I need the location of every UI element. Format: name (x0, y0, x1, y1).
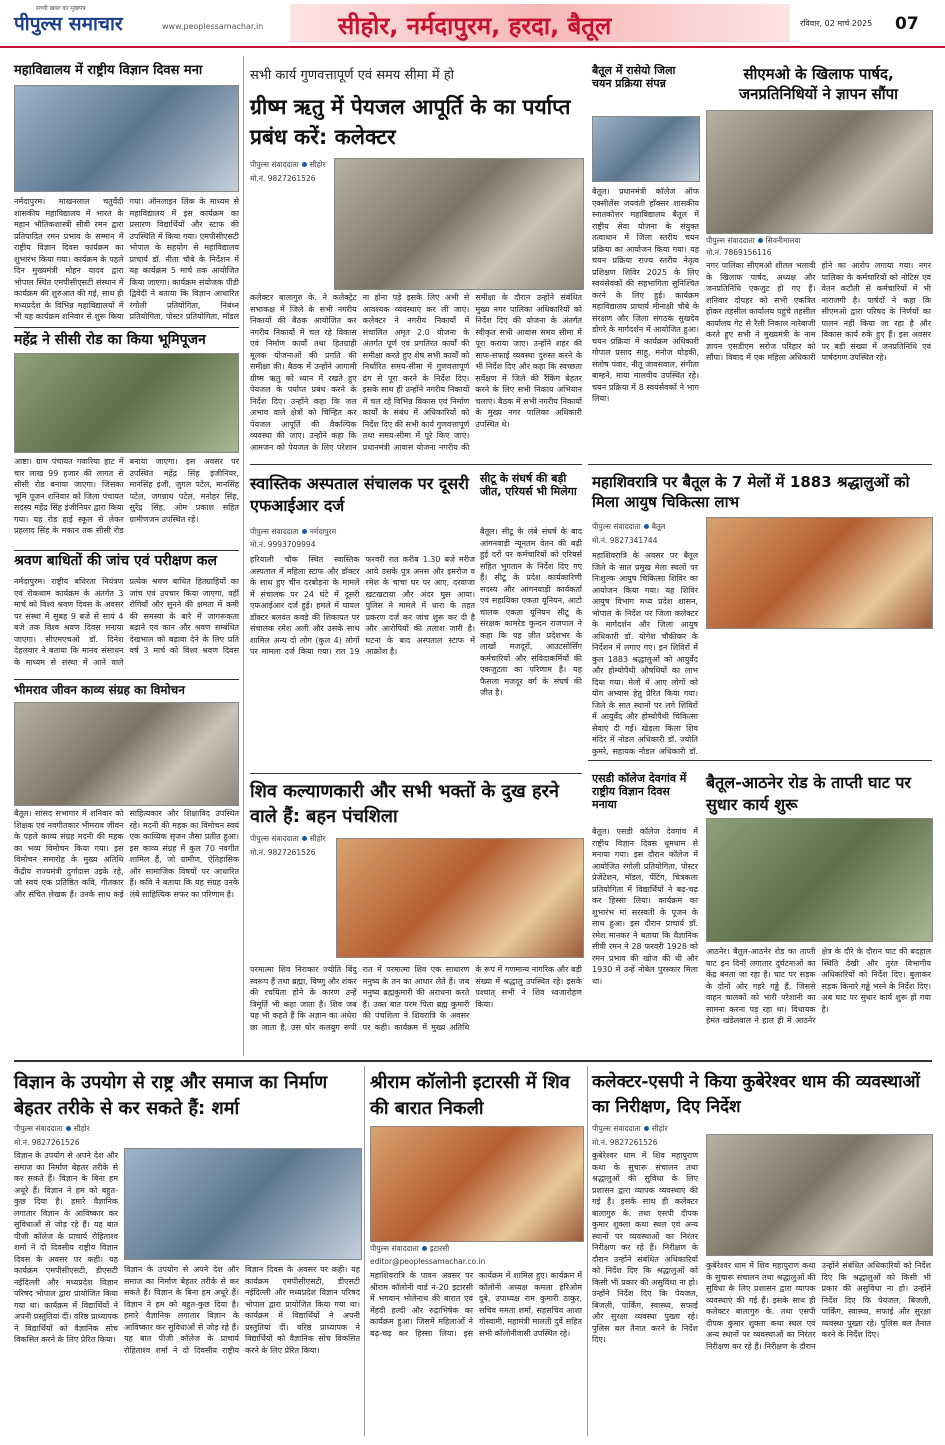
a5-kicker: सभी कार्य गुणवत्तापूर्ण एवं समय सीमा में हो (250, 68, 455, 83)
edition-date: रविवार, 02 मार्च 2025 (800, 19, 873, 28)
masthead (0, 0, 945, 48)
a15-byline: पीपुल्स संवाददाता इटारसी (370, 1244, 450, 1253)
a2-body: आष्टा। ग्राम पंचायत गवारिया हाट में चार लाख 99 हजार की लागत से सीसी रोड बनाया जाएगा। जिसका भूमि पूजन शनिवार को जिला पंचायत सदस्य महेंद्र सिंह इंजीनियर द्वारा किया गया। यह रोड हाई स्कूल से लेकर प्रहलाद सिंह के मकान तक सीसी रोड बनाया जाएगा। इस अवसर पर उपस्थित महेंद्र सिंह इंजीनियर, मानसिंह इंजी, जुगल पटेल, मानसिंह पटेल, जगन्नाथ पटेल, मनोहर सिंह, सुरेंद्र सिंह, ओम प्रकाश सहित ग्रामीणजन उपस्थित रहे। (14, 457, 239, 535)
a10-body: महाशिवरात्रि के अवसर पर बैतूल जिले के सात प्रमुख मेला स्थलों पर निःशुल्क आयुष चिकित्सा शिविर का आयोजन किया गया। यह शिविर आयुष विभाग मध्य प्रदेश शासन, भोपाल के निर्देश पर जिला कलेक्टर के मार्गदर्शन और जिला आयुष अधिकारी डॉ. योगेश चौकीकर के निर्देशन में लगाए गए। इन शिविरों में कुल 1883 श्रद्धालुओं को आयुर्वेद और होम्योपैथी औषधियों का लाभ दिया गया। मेलों में आए लोगों को योग अभ्यास हेतु प्रेरित किया गया। जिले के सात स्थानों पर लगे शिविरों में आयुर्वेद और होम्योपैथी चिकित्सा सेवाएं दी गईं। खेड़ला किला शिव मंदिर में नोडल अधिकारी डॉ. ज्योति कुमरे, सहायक नोडल अधिकारी डॉ. (592, 551, 698, 756)
a3-headline: श्रवण बाधितों की जांच एवं परीक्षण कल (14, 553, 218, 569)
a11-headline: शिव कल्याणकारी और सभी भक्तों के दुख हरने वाले हैं: बहन पंचशिला (250, 781, 559, 827)
a16-headline: कलेक्टर-एसपी ने किया कुबेरेश्वर धाम की व्यवस्थाओं का निरीक्षण, दिए निर्देश (592, 1072, 920, 1117)
a4-body: बैतूल। सांसद सभागार में शनिवार को शिक्षक एवं नवगीतकार भीमराव जीवन के पहले काव्य संग्रह मदनी की महक का भव्य विमोचन किया गया। इस विमोचन समारोह के मुख्य अतिथि केंद्रीय राज्यमंत्री दुर्गादास उइके रहे, जो स्वयं एक प्रतिष्ठित कवि, गीतकार और संचित लेखक हैं। उनके साथ कई साहित्यकार और शिक्षाविद उपस्थित रहे। मदनी की महक का विमोचन स्वयं एक काव्यिक सृजन जैसा प्रतीत हुआ। इस काव्य संग्रह में कुल 70 नवगीत शामिल हैं, जो ग्रामीण, ऐतिहासिक और सामाजिक विषयों पर आधारित हैं। कवि ने बताया कि यह संग्रह उनके लंबे साहित्यिक सफर का परिणाम है। (14, 809, 239, 899)
a4-photo (14, 702, 239, 806)
a6-photo (592, 116, 700, 182)
a9-body: बैतूल। सीटू के लंबे संघर्ष के बाद आंगनवाड़ी न्यूनतम वेतन की बढ़ी हुई दरों पर कर्मचारियों को एरियर्स सहित भुगतान के निर्देश दिए गए हैं। सीटू के प्रदेश कार्यकारिणी सदस्य और आंगनवाड़ी कार्यकर्ता एवं सहायिका एकता यूनियन, आटो चालक एकता यूनियन सीटू के संरक्षक कामरेड कुन्दन राजपाल ने कहा कि यह जीत प्रदेशभर के लाखों मजदूरों, आउटसोर्सिंग कर्मचारियों और संविदाकर्मियों की एकजुटता का परिणाम है। यह फैसला मजदूर वर्ग के संघर्ष की जीत है। (480, 527, 582, 697)
a14-photo (124, 1148, 362, 1260)
a9-headline: सीटू के संघर्ष की बड़ी जीत, एरियर्स भी मिलेगा (480, 472, 577, 499)
a1-photo (14, 85, 239, 192)
page-number: 07 (895, 14, 919, 34)
a15-body: महाशिवरात्रि के पावन अवसर पर श्रीराम कॉलोनी वार्ड नं-20 इटारसी में भगवान भोलेनाथ की बारात एवं मेंहदी हल्दी और रुद्राभिषेक का कार्यक्रम हुआ। जिसमें महिलाओं ने बढ़-चढ़ कर हिस्सा लिया। इस कार्यक्रम में शामिल हुए। कार्यक्रम में कॉलोनी अध्यक्ष कमला हरिओम दुबे, उपाध्यक्ष राम कुमारी ठाकुर, सचिव ममता शर्मा, सहसचिव आशा गोस्वामी, महामंत्री मालती दुर्वे सहित सभी कॉलोनीवासी उपस्थित रहे। (370, 1271, 582, 1338)
a10-headline: महाशिवरात्रि पर बैतूल के 7 मेलों में 1883 श्रद्धालुओं को मिला आयुष चिकित्सा लाभ (592, 473, 910, 511)
a15-email[interactable]: editor@peoplessamachar.co.in (370, 1257, 486, 1266)
website[interactable]: www.peoplessamachar.in (162, 22, 264, 31)
a15-photo (370, 1126, 584, 1242)
logo[interactable]: पीपुल्स समाचार (14, 13, 123, 35)
a5-mobile: मो.नं. 9827261526 (250, 174, 316, 183)
a16-mobile: मो.नं. 9827261526 (592, 1138, 658, 1147)
logo-tagline: सच्ची ख़बर का मुखपत्र (36, 5, 86, 12)
a5-body: कलेक्टर बालागुरु के. ने कलेक्ट्रेट सभाकक्ष में जिले के सभी नगरीय निकायों की बैठक आयोजित कर नगरीय निकायों में चल रहे विकास एवं निर्माण कार्यों तथा हितग्राही मूलक योजनाओं की प्रगति की समीक्षा की। बैठक में उन्होंने आगामी ग्रीष्म ऋतु को ध्यान में रखते हुए पेयजल के पर्याप्त प्रबंध करने के निर्देश दिए। उन्होंने कहा कि जल अभाव वाले क्षेत्रों को चिन्हित कर पेयजल आपूर्ति की वैकल्पिक व्यवस्था की जाए। उन्होंने कहा कि आमजन को पेयजल के लिए परेशान ना होना पड़े इसके लिए अभी से आवश्यक व्यवस्थाएं कर ली जाएं। कलेक्टर ने नगरीय निकायों में संचालित अमृत 2.0 योजना के अंतर्गत पूर्ण एवं प्रगतिरत कार्यों की समीक्षा करते हुए शेष सभी कार्यों को निर्धारित समय-सीमा में गुणवत्तापूर्ण ढंग से पूरा करने के निर्देश दिए। इसके साथ ही उन्होंने नगरीय निकायों में चल रहे विभिन्न विकास एवं निर्माण कार्यों के संबंध में अधिकारियों को निर्देश दिए की सभी कार्य गुणवत्तापूर्ण तथा समय-सीमा में पूरे किए जाएं। प्रधानमंत्री आवास योजना नगरीय की समीक्षा के दौरान उन्होंने संबंधित मुख्य नगर पालिका अधिकारियों को निर्देश दिए की योजना के अंतर्गत स्वीकृत सभी आवास समय सीमा में पूरा कराया जाए। उन्होंने शहर की साफ-सफाई व्यवस्था दुरुस्त करने के भी निर्देश दिए और कहा कि स्वच्छता सर्वेक्षण में जिले की रैंकिंग बेहतर करने के लिए सभी निकाय अभियान चलाएं। बैठक में सभी नगरीय निकायों के मुख्य नगर पालिका अधिकारी उपस्थित थे। (250, 293, 582, 452)
a16-body: कुबेरेश्वर धाम में शिव महापुराण कथा के सुचारू संचालन तथा श्रद्धालुओं की सुविधा के लिए प्रशासन द्वारा व्यापक व्यवस्थाएं की गई हैं। इसके साथ ही कलेक्टर बालागुरु के. तथा एसपी दीपक कुमार शुक्ला कथा स्थल एवं अन्य स्थानों पर व्यवस्थाओं का निरंतर निरीक्षण कर रहे हैं। निरीक्षण के दौरान उन्होंने संबंधित अधिकारियों को निर्देश दिए कि श्रद्धालुओं को किसी भी प्रकार की असुविधा ना हो। उन्होंने निर्देश दिए कि पेयजल, बिजली, पार्किंग, स्वास्थ्य, सफाई और सुरक्षा व्यवस्था पुख्ता रहे। पुलिस बल तैनात करने के निर्देश दिए। (706, 1261, 931, 1351)
a12-headline: एसडी कॉलेज देवगांव में राष्ट्रीय विज्ञान दिवस मनाया (592, 772, 687, 812)
a8-headline: स्वास्तिक अस्पताल संचालक पर दूसरी एफआईआर दर्ज (250, 474, 469, 515)
a14-body: विज्ञान के उपयोग से अपने देश और समाज का निर्माण बेहतर तरीके से कर सकते हैं। विज्ञान के बिना हम अधूरे हैं। विज्ञान ने हम को बहुत-कुछ दिया है। हमारे वैज्ञानिक लगातार विज्ञान के आविष्कार कर सुविधाओं से जोड़ रहे हैं। यह बात पीजी कॉलेज के प्राचार्य रोहिताश्व शर्मा ने दो दिवसीय राष्ट्रीय विज्ञान दिवस के अवसर पर कही। यह कार्यक्रम एमपीसीएसटी, डीएसटी नईदिल्ली और मध्यप्रदेश विज्ञान परिषद भोपाल द्वारा प्रायोजित किया गया था। कार्यक्रम में विद्यार्थियों ने अपनी प्रस्तुतियां दीं। वरिष्ठ प्राध्यापक ने विद्यार्थियों को वैज्ञानिक सोच विकसित करने के लिए प्रेरित किया। (124, 1265, 360, 1355)
a6-body: बैतूल। प्रधानमंत्री कॉलेज ऑफ एक्सीलेंस जयवंती हॉक्सर शासकीय स्नातकोत्तर महाविद्यालय बैतूल में राष्ट्रीय सेवा योजना के संयुक्त तत्वाधान में जिला स्तरीय चयन प्रक्रिया का आयोजन किया गया। यह चयन प्रक्रिया राज्य स्तरीय नेतृत्व प्रशिक्षण शिविर 2025 के लिए स्वयंसेवकों की सहभागिता सुनिश्चित करने के लिए हुई। कार्यक्रम महाविद्यालय प्राचार्य मीनाक्षी चौबे के संरक्षण और जिला संगठक सुखदेव डोंगरे के मार्गदर्शन में आयोजित हुआ। चयन प्रक्रिया में कार्यक्रम अधिकारी गोपाल प्रसाद साहू, मनोज घोड़की, संतोष पंवार, नीतू जावसवाल, संगीता बाम्हने, माया मालवीय उपस्थित रहे। चयन प्रक्रिया में 8 स्वयंसेवकों ने भाग लिया। (592, 187, 699, 403)
a5-photo (334, 158, 584, 290)
a11-mobile: मो.नं. 9827261526 (250, 848, 316, 857)
a10-byline: पीपुल्स संवाददाता बैतूल (592, 522, 666, 531)
a15-headline: श्रीराम कॉलोनी इटारसी में शिव की बारात निकली (370, 1072, 570, 1119)
a12-body: बैतूल। एसडी कॉलेज देवगांव में राष्ट्रीय विज्ञान दिवस धूमधाम से मनाया गया। इस दौरान कॉलेज में आयोजित रंगोली प्रतियोगिता, पोस्टर प्रेजेंटेशन, मॉडल, पेंटिंग, चित्रकला प्रतियोगिता में विद्यार्थियों ने बढ़-चढ़ कर हिस्सा लिया। कार्यक्रम का शुभारंभ मां सरस्वती के पूजन के साथ हुआ। इस दौरान प्राचार्य डॉ. रमेश मानकर ने बताया कि वैज्ञानिक सीवी रमन ने 28 फरवरी 1928 को रमन प्रभाव की खोज की थी और 1930 में उन्हें नोबेल पुरस्कार मिला था। (592, 827, 698, 986)
a7-photo (706, 110, 933, 234)
a16-photo (706, 1134, 933, 1256)
a14-mobile: मो.नं. 9827261526 (14, 1138, 80, 1147)
a16-body-col1: कुबेरेश्वर धाम में शिव महापुराण कथा के सुचारू संचालन तथा श्रद्धालुओं की सुविधा के लिए प्रशासन द्वारा व्यापक व्यवस्थाएं की गई हैं। इसके साथ ही कलेक्टर बालागुरु के. तथा एसपी दीपक कुमार शुक्ला कथा स्थल एवं अन्य स्थानों पर व्यवस्थाओं का निरंतर निरीक्षण कर रहे हैं। निरीक्षण के दौरान उन्होंने संबंधित अधिकारियों को निर्देश दिए कि श्रद्धालुओं को किसी भी प्रकार की असुविधा ना हो। उन्होंने निर्देश दिए कि पेयजल, बिजली, पार्किंग, स्वास्थ्य, सफाई और सुरक्षा व्यवस्था पुख्ता रहे। पुलिस बल तैनात करने के निर्देश दिए। (592, 1151, 698, 1344)
a5-headline: ग्रीष्म ऋतु में पेयजल आपूर्ति के का पर्याप्त प्रबंध करें: कलेक्टर (250, 95, 571, 149)
a11-byline: पीपुल्स संवाददाता सीहोर (250, 834, 326, 843)
a7-body: नगर पालिका सीएमओ शीतल भलावी के खिलाफ पार्षद, अध्यक्ष और जनप्रतिनिधि एकजुट हो गए हैं। शनिवार दोपहर को सभी एकत्रित होकर तहसील कार्यालय पहुंचे तहसील कार्यालय गेट से रैली निकाल नारेबाजी करते हुए सभी ने मुख्यमंत्री के नाम ज्ञापन एसडीएम सरोज परिहार को सौंपा। विवाद में एक महिला अधिकारी होने का आरोप लगाया गया। नगर पालिका के कर्मचारियों को नोटिस एवं वेतन कटौती से कर्मचारियों में भी नाराजगी है। पार्षदों ने कहा कि सीएमओ द्वारा परिषद के निर्णयों का पालन नहीं किया जा रहा है और विकास कार्य रुके हुए हैं। इस अवसर पर बड़ी संख्या में जनप्रतिनिधि एवं पार्षदगण उपस्थित रहे। (706, 261, 931, 362)
a13-photo (706, 818, 933, 942)
a5-byline: पीपुल्स संवाददाता सीहोर (250, 160, 326, 169)
a8-byline: पीपुल्स संवाददाता नर्मदापुरम (250, 527, 337, 536)
a7-headline: सीएमओ के खिलाफ पार्षद, जनप्रतिनिधियों ने ज्ञापन सौंपा (738, 65, 899, 103)
region-title: सीहोर, नर्मदापुरम, हरदा, बैतूल (338, 12, 612, 40)
a13-headline: बैतूल-आठनेर रोड के ताप्ती घाट पर सुधार कार्य शुरू (706, 773, 911, 814)
a11-photo (336, 838, 584, 958)
a10-mobile: मो.नं. 9827341744 (592, 536, 658, 545)
a7-byline: पीपुल्स संवाददाता सिवनीमालवा (706, 236, 801, 245)
a16-byline: पीपुल्स संवाददाता सीहोर (592, 1124, 668, 1133)
a4-headline: भीमराव जीवन काव्य संग्रह का विमोचन (14, 683, 185, 697)
a8-mobile: मो.नं. 9993709994 (250, 540, 316, 549)
a6-headline: बैतूल में रासेयो जिला चयन प्रक्रिया संपन्न (592, 64, 676, 91)
a2-photo (14, 353, 239, 453)
a2-headline: महेंद्र ने सीसी रोड का किया भूमिपूजन (14, 332, 206, 348)
a14-body-col1: विज्ञान के उपयोग से अपने देश और समाज का निर्माण बेहतर तरीके से कर सकते हैं। विज्ञान के बिना हम अधूरे हैं। विज्ञान ने हम को बहुत-कुछ दिया है। हमारे वैज्ञानिक लगातार विज्ञान के आविष्कार कर सुविधाओं से जोड़ रहे हैं। यह बात पीजी कॉलेज के प्राचार्य रोहिताश्व शर्मा ने दो दिवसीय राष्ट्रीय विज्ञान दिवस के अवसर पर कही। यह कार्यक्रम एमपीसीएसटी, डीएसटी नईदिल्ली और मध्यप्रदेश विज्ञान परिषद भोपाल द्वारा प्रायोजित किया गया था। कार्यक्रम में विद्यार्थियों ने अपनी प्रस्तुतियां दीं। वरिष्ठ प्राध्यापक ने विद्यार्थियों को वैज्ञानिक सोच विकसित करने के लिए प्रेरित किया। (14, 1151, 118, 1344)
a10-photo (706, 517, 933, 629)
a1-body: नर्मदापुरम। माखनलाल चतुर्वेदी शासकीय महाविद्यालय में भारत के महान भौतिकशास्त्री सीवी रमन द्वारा प्रतिपादित रमन प्रभाव के सम्मान में राष्ट्रीय विज्ञान दिवस कार्यक्रम का शुभारंभ किया गया। कार्यक्रम के पहले दिन मुख्यमंत्री मोहन यादव द्वारा भोपाल स्थित एमपीसीएसटी संस्थान में कार्यक्रम की शुरुआत की गई, साथ ही मध्यप्रदेश के विभिन्न महाविद्यालयों में भी यह कार्यक्रम शनिवार से शुरू किया गया। ऑनलाइन लिंक के माध्यम से महाविद्यालय में इस कार्यक्रम का प्रसारण विद्यार्थियों और स्टाफ की उपस्थिति में किया गया। एमपीसीएसटी भोपाल के सहयोग से महाविद्यालय प्राचार्य डॉ. नीता चौबे के निर्देशन में यह कार्यक्रम 5 मार्च तक आयोजित किया जाएगा। कार्यक्रम संयोजक पीडी द्विवेदी ने बताया कि विज्ञान आधारित रंगोली प्रतियोगिता, निबंध्न प्रतियोगिता, पोस्टर प्रतियोगिता, मॉडल (14, 197, 239, 321)
a11-body: परमात्मा शिव निराकार ज्योति बिंदु स्वरूप हैं तथा ब्रह्मा, विष्णु और शंकर की रचयिता होने के कारण उन्हें त्रिमूर्ति भी कहा जाता है। शिव जब यह भी कहते हैं कि अज्ञान का अंधेरा छा जाता है, उस घोर कलयुग रूपी रात में परमात्मा शिव एक साधारण मनुष्य के तन का आधार लेते हैं। जब मनुष्य ब्रह्मकुमारी की अराधना करते हैं। उक्त बात परम पिता ब्रह्म कुमारी की पंचशिला ने शिवरात्रि के अवसर पर कही। कार्यक्रम में मुख्य अतिथि के रूप में गणमान्य नागरिक और बड़ी संख्या में श्रद्धालु उपस्थित रहे। इसके पश्चात् सभी ने शिव ध्वजारोहण किया। (250, 965, 582, 1032)
a3-body: नर्मदापुरम। राष्ट्रीय बधिरता नियंत्रण एवं रोकथाम कार्यक्रम के अंतर्गत 3 मार्च को विश्व श्रवण दिवस के अवसर पर संस्था में सुबह 9 बजे से सायं 4 बजे तक विश्व श्रवण दिवस मनाया जाएगा। सीएमएचओ डॉ. दिनेश देहलवार ने बताया कि मानव संसाधन के माध्यम से संस्था में आने वाले प्रत्येक श्रवण बाधित हितग्राहियों का जांच एवं उपचार किया जाएगा, वहीं रोगियों और सुनने की क्षमता में कमी की समस्या के बारे में जागरूकता बढ़ाने एवं कान और श्रवण सम्बंधित देखभाल को बढ़ावा देने के लिए प्रति वर्ष 3 मार्च को विश्व श्रवण दिवस (14, 577, 239, 667)
a14-headline: विज्ञान के उपयोग से राष्ट्र और समाज का निर्माण बेहतर तरीके से कर सकते हैं: शर्मा (14, 1072, 328, 1119)
a14-byline: पीपुल्स संवाददाता सीहोर (14, 1124, 90, 1133)
a7-mobile: मो.नं. 7869156116 (706, 248, 772, 257)
a13-body: आठनेर। बैतूल-आठनेर रोड का ताप्ती घाट इन दिनों लगातार दुर्घटनाओं का केंद्र बनता जा रहा है। घाट पर सड़क के दोनों ओर गहरे गड्ढे हैं, जिससे वाहन चालकों को भारी परेशानी का सामना करना पड़ रहा था। विधायक हेमंत खंडेलवाल ने हाल ही में आठनेर क्षेत्र के दौरे के दौरान घाट की बदहाल स्थिति देखी और तुरंत विभागीय अधिकारियों को निर्देश दिए। बुलाकर सड़क किनारे गड्ढे भरने के निर्देश दिए। अब घाट पर सुधार कार्य शुरू हो गया है। (706, 947, 931, 1025)
a1-headline: महाविद्यालय में राष्ट्रीय विज्ञान दिवस मना (14, 63, 203, 78)
a8-body: हरियाली चौक स्थित स्वास्तिक अस्पताल में महिला स्टाफ और डॉक्टर के साथ हुए चीन दरबोड़ना के मामले में संचालक पर 24 घंटे में दूसरी एफआईआर दर्ज हुई। हमले में घायल डॉक्टर बलवंत कवड़े की शिकायत पर संचालक रमेश अली और उसके साथ शामिल अन्य दो लोग (कुल 4) लोगों पर मामला दर्ज किया गया। रात 19 फरवरी रात करीब 1.30 बजे मरीज आये उसके पुत्र अनस और इमरोज व रमेश के चाचा घर पर आए, दरवाजा खटखटाया और अंदर घुस आया। पुलिस ने मामले में धारा के तहत प्रकरण दर्ज कर जांच शुरू कर दी है और आरोपियों की तलाश जारी है। घटना के बाद अस्पताल स्टाफ में आक्रोश है। (250, 555, 475, 656)
